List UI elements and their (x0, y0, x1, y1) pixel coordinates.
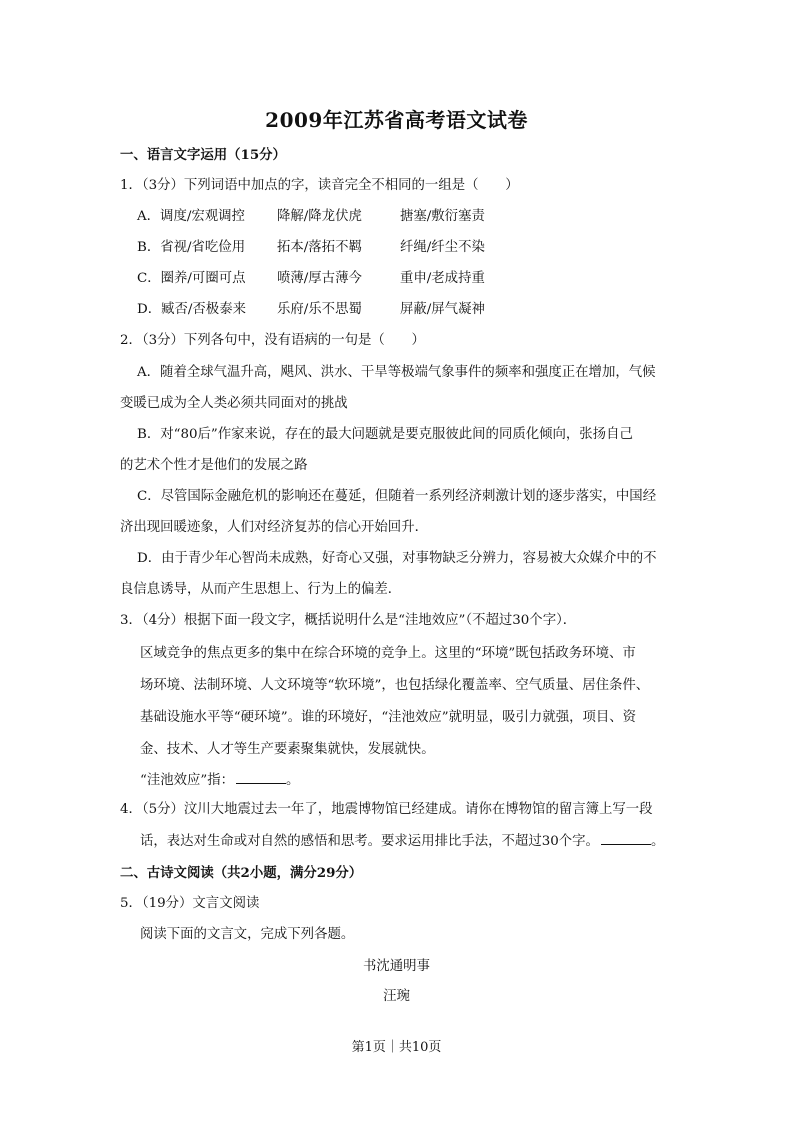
q3-answer-blank[interactable] (236, 771, 286, 784)
q4-line2 (140, 832, 664, 851)
question-5-stem: 5．（19分）文言文阅读 (120, 896, 260, 911)
section-heading-1: 一、语言文字运用（15分） (120, 147, 286, 163)
q1-option-b-1: B．省视/省吃俭用 (137, 240, 246, 255)
q2-option-a-line1: A．随着全球气温升高，飓风、洪水、干旱等极端气象事件的频率和强度正在增加，气候 (137, 365, 656, 380)
q2-option-c-line2: 济出现回暖迹象，人们对经济复苏的信心开始回升． (120, 520, 428, 535)
q4-answer-blank[interactable] (601, 832, 651, 845)
question-2-stem: 2．（3分）下列各句中，没有语病的一句是（ ） (120, 333, 425, 348)
q2-option-b-line1: B．对“80后”作家来说，存在的最大问题就是要克服彼此间的同质化倾向，张扬自己 (137, 427, 633, 442)
q1-option-c-3: 重申/老成持重 (400, 271, 485, 286)
question-1-stem: 1．（3分）下列词语中加点的字，读音完全不相同的一组是（ ） (120, 178, 519, 193)
section-heading-2: 二、古诗文阅读（共2小题，满分29分） (120, 865, 363, 881)
q1-option-c-1: C．圈养/可圈可点 (137, 271, 246, 286)
q1-option-a-2: 降解/降龙伏虎 (277, 209, 362, 224)
q3-answer-end: 。 (286, 773, 300, 788)
q3-passage-line1: 区域竞争的焦点更多的集中在综合环境的竞争上。这里的“环境”既包括政务环境、市 (140, 646, 636, 661)
q1-option-a-3: 搪塞/敷衍塞责 (400, 209, 485, 224)
q1-option-b-3: 纤绳/纤尘不染 (400, 240, 485, 255)
page-footer: 第1页｜共10页 (351, 1040, 442, 1055)
q2-option-a-line2: 变暖已成为全人类必须共同面对的挑战 (120, 396, 348, 411)
q2-option-c-line1: C．尽管国际金融危机的影响还在蔓延，但随着一系列经济刺激计划的逐步落实，中国经 (137, 489, 657, 504)
q3-passage-line3: 基础设施水平等“硬环境”。谁的环境好，“洼池效应”就明显，吸引力就强，项目、资 (140, 710, 637, 725)
q2-option-b-line2: 的艺术个性才是他们的发展之路 (120, 458, 308, 473)
q4-line2-text: 话，表达对生命或对自然的感悟和思考。要求运用排比手法，不超过30个字。 (140, 834, 599, 849)
q4-line2-end: 。 (650, 834, 665, 849)
q1-option-a-1: A．调度/宏观调控 (137, 209, 245, 224)
q1-option-d-3: 屏蔽/屏气凝神 (400, 302, 485, 317)
q2-option-d-line2: 良信息诱导，从而产生思想上、行为上的偏差． (120, 582, 402, 597)
passage-title: 书沈通明事 (363, 959, 430, 974)
q2-option-d-line1: D．由于青少年心智尚未成熟，好奇心又强，对事物缺乏分辨力，容易被大众媒介中的不 (137, 551, 657, 566)
q1-option-c-2: 喷薄/厚古薄今 (277, 271, 362, 286)
q3-answer-label: “洼池效应”指： (140, 773, 235, 788)
page-title: 2009年江苏省高考语文试卷 (265, 108, 528, 132)
passage-author: 汪琬 (383, 989, 410, 1004)
question-3-stem: 3．（4分）根据下面一段文字，概括说明什么是“洼地效应”（不超过30个字）． (120, 613, 577, 628)
q3-passage-line4: 金、技术、人才等生产要素聚集就快，发展就快。 (140, 742, 435, 757)
q3-passage-line2: 场环境、法制环境、人文环境等“软环境”，也包括绿化覆盖率、空气质量、居住条件、 (140, 678, 650, 693)
q1-option-d-1: D．臧否/否极泰来 (137, 302, 246, 317)
q1-option-d-2: 乐府/乐不思蜀 (277, 302, 362, 317)
q3-answer-line (140, 771, 299, 790)
question-4-stem: 4．（5分）汶川大地震过去一年了，地震博物馆已经建成。请你在博物馆的留言簿上写一段 (120, 802, 653, 817)
q1-option-b-2: 拓本/落拓不羁 (277, 240, 362, 255)
q5-intro: 阅读下面的文言文，完成下列各题。 (140, 927, 355, 942)
